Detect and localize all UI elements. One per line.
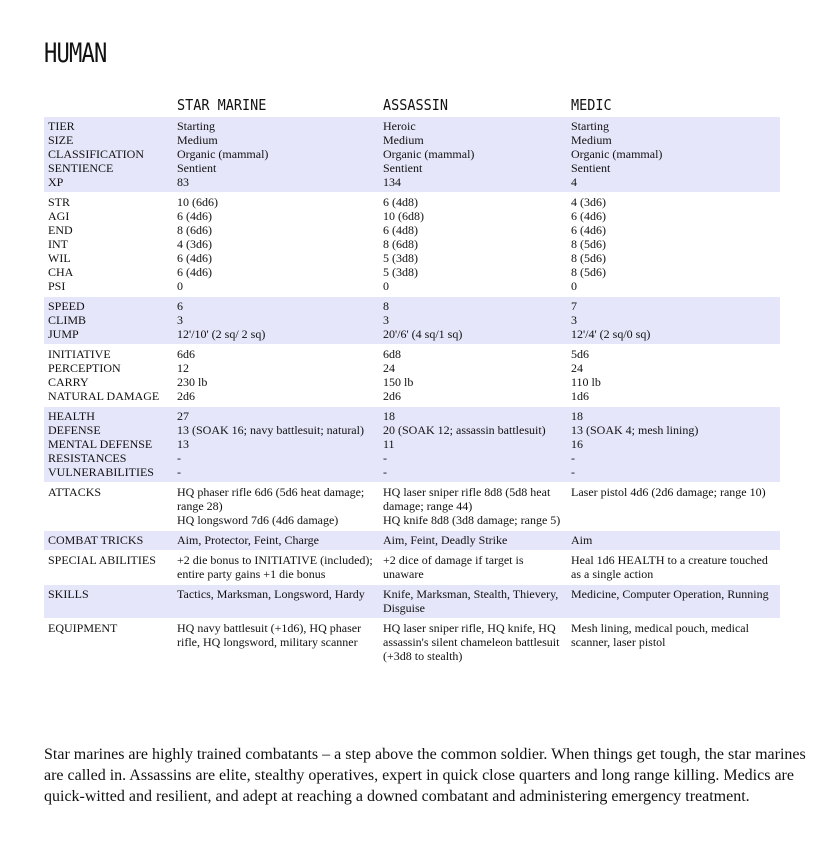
stat-value: Tactics, Marksman, Longsword, Hardy xyxy=(177,587,365,601)
stat-value: 12'/4' (2 sq/0 sq) xyxy=(571,327,651,341)
stat-value: 6d8 xyxy=(383,347,401,361)
stat-value: 24 xyxy=(571,361,583,375)
stat-values-assassin xyxy=(379,407,567,483)
stat-value: Heal 1d6 HEALTH to a creature touched as a single action xyxy=(571,553,768,581)
stat-label: COMBAT TRICKS xyxy=(48,533,144,547)
stat-value: 1d6 xyxy=(571,389,589,403)
stat-value: 83 xyxy=(177,175,189,189)
stat-value: 5 (3d8) xyxy=(383,265,418,279)
stat-values-medic xyxy=(567,193,780,297)
stat-value: Organic (mammal) xyxy=(177,147,269,161)
stat-value: +2 die bonus to INITIATIVE (included); entire party gains +1 die bonus xyxy=(177,553,373,581)
stat-value: 3 xyxy=(177,313,183,327)
stat-value: 10 (6d6) xyxy=(177,195,218,209)
stat-value: Medium xyxy=(383,133,424,147)
stat-values-assassin xyxy=(379,551,567,585)
stat-values-assassin xyxy=(379,531,567,551)
stat-value: Medicine, Computer Operation, Running xyxy=(571,587,769,601)
stat-values-star-marine xyxy=(173,345,379,407)
description-paragraph: Star marines are highly trained combatants – a step above the common soldier. When things get tough, the star marines are called in. Assassins are elite, stealthy operatives, expert in quick close quarters and long range killing. Medics are quick-witted and resilient, and adept at reaching a downed combatant and administering emergency treatment. xyxy=(44,746,806,805)
stat-value: 230 lb xyxy=(177,375,208,389)
stat-value: 4 (3d6) xyxy=(571,195,606,209)
stat-value: - xyxy=(571,465,575,479)
stat-label: HEALTH xyxy=(48,409,95,423)
stat-values-star-marine xyxy=(173,407,379,483)
stat-labels xyxy=(44,619,173,667)
stat-label: END xyxy=(48,223,73,237)
stat-value: 12 xyxy=(177,361,189,375)
stat-label: SIZE xyxy=(48,133,74,147)
stat-value: Starting xyxy=(571,119,609,133)
stat-value: 5d6 xyxy=(571,347,589,361)
stat-value: 11 xyxy=(383,437,395,451)
stat-group-row xyxy=(44,551,780,585)
stat-values-medic xyxy=(567,345,780,407)
stat-value: 18 xyxy=(383,409,395,423)
stat-value: 6 (4d6) xyxy=(177,265,212,279)
stat-labels xyxy=(44,297,173,345)
stat-labels xyxy=(44,193,173,297)
stat-value: HQ laser sniper rifle, HQ knife, HQ assassin's silent chameleon battlesuit (+3d8 to stealth) xyxy=(383,621,560,663)
stat-values-assassin xyxy=(379,345,567,407)
stat-value: 3 xyxy=(571,313,577,327)
stat-value: 6 (4d6) xyxy=(571,209,606,223)
stat-label: CLIMB xyxy=(48,313,87,327)
stat-value: 10 (6d8) xyxy=(383,209,424,223)
stat-label: XP xyxy=(48,175,64,189)
stat-label: TIER xyxy=(48,119,75,133)
stat-label: INT xyxy=(48,237,68,251)
stat-value: 8 (5d6) xyxy=(571,251,606,265)
stat-values-medic xyxy=(567,483,780,531)
stat-label: MENTAL DEFENSE xyxy=(48,437,153,451)
stat-value: 8 (6d6) xyxy=(177,223,212,237)
stat-value: - xyxy=(177,465,181,479)
stat-values-medic xyxy=(567,585,780,619)
stat-value: 8 (5d6) xyxy=(571,265,606,279)
stat-label: RESISTANCES xyxy=(48,451,127,465)
stat-values-assassin xyxy=(379,619,567,667)
stat-values-assassin xyxy=(379,483,567,531)
stat-value: Starting xyxy=(177,119,215,133)
stat-values-star-marine xyxy=(173,619,379,667)
stat-value: 0 xyxy=(383,279,389,293)
stat-value: 6d6 xyxy=(177,347,195,361)
stat-label: SPEED xyxy=(48,299,85,313)
stat-group-row xyxy=(44,117,780,193)
stat-value: Heroic xyxy=(383,119,416,133)
stat-value: 6 xyxy=(177,299,183,313)
stat-value: 7 xyxy=(571,299,577,313)
column-header-star-marine: STAR MARINE xyxy=(177,96,267,114)
stat-values-star-marine xyxy=(173,531,379,551)
stat-values-assassin xyxy=(379,193,567,297)
stat-group-row xyxy=(44,345,780,407)
stat-values-medic xyxy=(567,531,780,551)
stat-value: Organic (mammal) xyxy=(383,147,475,161)
stat-value: 13 xyxy=(177,437,189,451)
column-header-medic: MEDIC xyxy=(571,96,612,114)
stat-value: 5 (3d8) xyxy=(383,251,418,265)
stat-group-row xyxy=(44,297,780,345)
stat-label: INITIATIVE xyxy=(48,347,111,361)
stat-value: 134 xyxy=(383,175,401,189)
stat-values-medic xyxy=(567,551,780,585)
stat-value: 150 lb xyxy=(383,375,414,389)
stat-group-row xyxy=(44,407,780,483)
stat-value: 6 (4d8) xyxy=(383,195,418,209)
stat-label: PSI xyxy=(48,279,66,293)
stat-value: 2d6 xyxy=(383,389,401,403)
stat-value: HQ phaser rifle 6d6 (5d6 heat damage; range 28) xyxy=(177,485,365,513)
stat-label: AGI xyxy=(48,209,70,223)
stat-value: 6 (4d6) xyxy=(177,251,212,265)
stat-values-star-marine xyxy=(173,483,379,531)
stat-value: Sentient xyxy=(383,161,423,175)
stat-value: +2 dice of damage if target is unaware xyxy=(383,553,524,581)
stat-value: 8 (6d8) xyxy=(383,237,418,251)
stat-value: Mesh lining, medical pouch, medical scanner, laser pistol xyxy=(571,621,749,649)
stat-labels xyxy=(44,483,173,531)
stat-values-assassin xyxy=(379,297,567,345)
stat-value: Medium xyxy=(177,133,218,147)
stat-labels xyxy=(44,407,173,483)
stat-value: 110 lb xyxy=(571,375,601,389)
stat-block-body xyxy=(44,117,780,666)
stat-label: CARRY xyxy=(48,375,89,389)
stat-value: 13 (SOAK 16; navy battlesuit; natural) xyxy=(177,423,364,437)
stat-value: - xyxy=(571,451,575,465)
stat-label: ATTACKS xyxy=(48,485,102,499)
stat-group-row xyxy=(44,193,780,297)
stat-value: 2d6 xyxy=(177,389,195,403)
stat-value: 8 xyxy=(383,299,389,313)
stat-label: PERCEPTION xyxy=(48,361,121,375)
stat-labels xyxy=(44,585,173,619)
stat-value: 27 xyxy=(177,409,189,423)
stat-label: DEFENSE xyxy=(48,423,101,437)
stat-value: Organic (mammal) xyxy=(571,147,663,161)
stat-label: SPECIAL ABILITIES xyxy=(48,553,156,567)
stat-labels xyxy=(44,531,173,551)
stat-value: 24 xyxy=(383,361,395,375)
stat-labels xyxy=(44,117,173,193)
page-title: HUMAN xyxy=(44,38,107,69)
stat-value: 18 xyxy=(571,409,583,423)
stat-value: Aim xyxy=(571,533,593,547)
stat-value: Medium xyxy=(571,133,612,147)
stat-values-star-marine xyxy=(173,117,379,193)
stat-value: 8 (5d6) xyxy=(571,237,606,251)
stat-group-row xyxy=(44,531,780,551)
stat-value: 20'/6' (4 sq/1 sq) xyxy=(383,327,463,341)
stat-values-star-marine xyxy=(173,585,379,619)
stat-label: EQUIPMENT xyxy=(48,621,118,635)
stat-values-medic xyxy=(567,117,780,193)
stat-value: - xyxy=(383,465,387,479)
stat-values-medic xyxy=(567,619,780,667)
stat-value: - xyxy=(383,451,387,465)
stat-value: 6 (4d8) xyxy=(383,223,418,237)
stat-value: HQ knife 8d8 (3d8 damage; range 5) xyxy=(383,513,561,527)
stat-label: JUMP xyxy=(48,327,79,341)
stat-value: 20 (SOAK 12; assassin battlesuit) xyxy=(383,423,546,437)
stat-value: HQ navy battlesuit (+1d6), HQ phaser rifle, HQ longsword, military scanner xyxy=(177,621,362,649)
stat-label: CLASSIFICATION xyxy=(48,147,145,161)
stat-value: Sentient xyxy=(571,161,611,175)
stat-label: CHA xyxy=(48,265,74,279)
stat-value: Sentient xyxy=(177,161,217,175)
stat-values-star-marine xyxy=(173,551,379,585)
stat-value: Aim, Feint, Deadly Strike xyxy=(383,533,508,547)
stat-labels xyxy=(44,551,173,585)
stat-label: NATURAL DAMAGE xyxy=(48,389,160,403)
stat-value: Knife, Marksman, Stealth, Thievery, Disguise xyxy=(383,587,559,615)
stat-value: HQ longsword 7d6 (4d6 damage) xyxy=(177,513,339,527)
stat-value: 12'/10' (2 sq/ 2 sq) xyxy=(177,327,266,341)
stat-value: 6 (4d6) xyxy=(177,209,212,223)
stat-label: VULNERABILITIES xyxy=(48,465,154,479)
stat-group-row xyxy=(44,619,780,667)
stat-block-table xyxy=(44,117,780,666)
stat-values-star-marine xyxy=(173,193,379,297)
stat-values-assassin xyxy=(379,117,567,193)
stat-group-row xyxy=(44,483,780,531)
stat-value: 4 (3d6) xyxy=(177,237,212,251)
stat-label: STR xyxy=(48,195,71,209)
stat-value: Aim, Protector, Feint, Charge xyxy=(177,533,319,547)
stat-value: 13 (SOAK 4; mesh lining) xyxy=(571,423,699,437)
stat-value: - xyxy=(177,451,181,465)
stat-value: 3 xyxy=(383,313,389,327)
stat-values-assassin xyxy=(379,585,567,619)
column-header-assassin: ASSASSIN xyxy=(383,96,449,114)
stat-value: 16 xyxy=(571,437,583,451)
stat-value: HQ laser sniper rifle 8d8 (5d8 heat damage; range 44) xyxy=(383,485,551,513)
stat-label: SENTIENCE xyxy=(48,161,114,175)
stat-values-medic xyxy=(567,407,780,483)
stat-values-medic xyxy=(567,297,780,345)
stat-value: 0 xyxy=(177,279,183,293)
stat-value: Laser pistol 4d6 (2d6 damage; range 10) xyxy=(571,485,766,499)
stat-group-row xyxy=(44,585,780,619)
stat-value: 4 xyxy=(571,175,577,189)
stat-label: WIL xyxy=(48,251,71,265)
stat-labels xyxy=(44,345,173,407)
stat-value: 6 (4d6) xyxy=(571,223,606,237)
stat-value: 0 xyxy=(571,279,577,293)
stat-label: SKILLS xyxy=(48,587,89,601)
stat-values-star-marine xyxy=(173,297,379,345)
